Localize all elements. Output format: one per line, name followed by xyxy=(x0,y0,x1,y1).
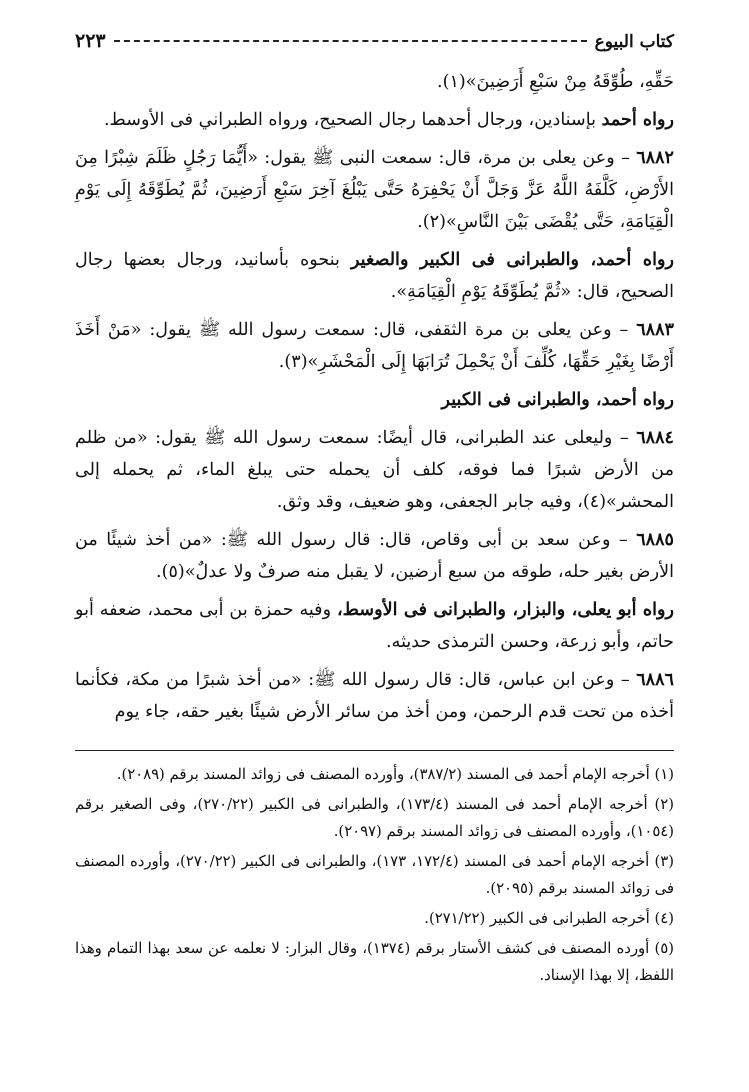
footnote-divider xyxy=(75,750,674,751)
footnotes xyxy=(75,761,674,989)
source-attribution: رواه أحمد، والطبرانى فى الكبير xyxy=(441,389,674,410)
paragraph-text: بإسنادين، ورجال أحدهما رجال الصحيح، ورواه الطبراني فى الأوسط. xyxy=(103,110,602,130)
hadith-number: ٦٨٨٣ xyxy=(636,319,674,340)
source-attribution: رواه أحمد xyxy=(601,109,674,130)
footnote: (١) أخرجه الإمام أحمد فى المسند (٣٨٧/٢)، وأورده المصنف فى زوائد المسند برقم (٢٠٨٩). xyxy=(116,766,674,783)
hadith-entry xyxy=(75,314,674,378)
header-rule xyxy=(114,40,587,42)
paragraph xyxy=(75,244,674,308)
paragraph-text: بنحوه بأسانيد، ورجال بعضها رجال الصحيح، قال: «ثُمَّ يُطَوِّقَهُ يَوْمِ الْقِيَامَةِ». xyxy=(75,250,674,302)
book-title: كتاب البيوع xyxy=(594,32,674,52)
running-head xyxy=(75,30,674,60)
footnote: (٣) أخرجه الإمام أحمد فى المسند (١٧٢/٤، ١٧٣)، والطبرانى فى الكبير (٢٧٠/٢٢)، وأورده المصنف فى زوائد المسند برقم (٢٠٩٥). xyxy=(75,853,674,897)
source-attribution: رواه أحمد، والطبرانى فى الكبير والصغير xyxy=(350,249,675,270)
paragraph xyxy=(75,594,674,658)
paragraph xyxy=(75,384,674,416)
hadith-entry xyxy=(75,664,674,728)
paragraph-text: وفيه حمزة بن أبى محمد، ضعفه أبو حاتم، وأبو زرعة، وحسن الترمذى حديثه. xyxy=(75,600,674,652)
hadith-number: ٦٨٨٥ xyxy=(636,529,674,550)
source-attribution: رواه أبو يعلى، والبزار، والطبرانى فى الأوسط، xyxy=(336,599,674,620)
main-text xyxy=(75,66,674,728)
hadith-entry xyxy=(75,524,674,588)
hadith-text: – وعن ابن عباس، قال: قال رسول الله ﷺ: «من أخذ شبرًا من مكة، فكأنما أخذه من تحت قدم الرحمن، ومن أخذ من سائر الأرض شيئًا بغير حقه، جاء يوم xyxy=(75,670,674,722)
hadith-number: ٦٨٨٦ xyxy=(636,669,674,690)
page-number: ٢٢٣ xyxy=(75,30,106,52)
paragraph xyxy=(75,66,674,98)
hadith-entry xyxy=(75,142,674,238)
hadith-number: ٦٨٨٢ xyxy=(636,147,674,168)
paragraph-text: حَقِّهِ، طُوِّقَهُ مِنْ سَبْعِ أَرَضِينَ»(١). xyxy=(437,72,674,92)
hadith-text: – وعن يعلى بن مرة، قال: سمعت النبى ﷺ يقول: «أَيُّمَا رَجُلٍ ظَلَمَ شِبْرًا مِنَ الأَرْضِ، كَلَّفَهُ اللَّهُ عَزَّ وَجَلَّ أَنْ يَحْفِرَهُ حَتَّى يَبْلُغَ آخِرَ سَبْعِ أَرَضِينَ، ثُمَّ يُطَوِّقَهُ إِلَى يَوْمِ الْقِيَامَةِ، حَتَّى يُقْضَى بَيْنَ النَّاسِ»(٢). xyxy=(75,148,674,232)
hadith-text: – وليعلى عند الطبرانى، قال أيضًا: سمعت رسول الله ﷺ يقول: «من ظلم من الأرض شبرًا فما فوقه، كلف أن يحمله حتى يبلغ الماء، ثم يحمله إلى المحشر»(٤)، وفيه جابر الجعفى، وهو ضعيف، وقد وثق. xyxy=(75,428,674,512)
footnote: (٢) أخرجه الإمام أحمد فى المسند (١٧٣/٤)، والطبرانى فى الكبير (٢٧٠/٢٢)، وفى الصغير برقم (١٠٥٤)، وأورده المصنف فى زوائد المسند برقم (٢٠٩٧). xyxy=(75,796,674,840)
hadith-entry xyxy=(75,422,674,518)
paragraph xyxy=(75,104,674,136)
hadith-number: ٦٨٨٤ xyxy=(636,427,674,448)
hadith-text: – وعن سعد بن أبى وقاص، قال: قال رسول الله ﷺ: «من أخذ شيئًا من الأرض بغير حله، طوقه من سبع أرضين، لا يقبل منه صرفٌ ولا عدلٌ»(٥). xyxy=(75,530,674,582)
hadith-text: – وعن يعلى بن مرة الثقفى، قال: سمعت رسول الله ﷺ يقول: «مَنْ أَخَذَ أَرْضًا بِغَيْرِ حَقِّهَا، كُلِّفَ أَنْ يَحْمِلَ تُرَابَهَا إِلَى الْمَحْشَرِ»(٣). xyxy=(75,320,674,372)
footnote: (٤) أخرجه الطبرانى فى الكبير (٢٧١/٢٢). xyxy=(424,910,674,927)
footnote: (٥) أورده المصنف فى كشف الأستار برقم (١٣٧٤)، وقال البزار: لا نعلمه عن سعد بهذا التمام وهذا اللفظ، إلا بهذا الإسناد. xyxy=(75,940,674,984)
